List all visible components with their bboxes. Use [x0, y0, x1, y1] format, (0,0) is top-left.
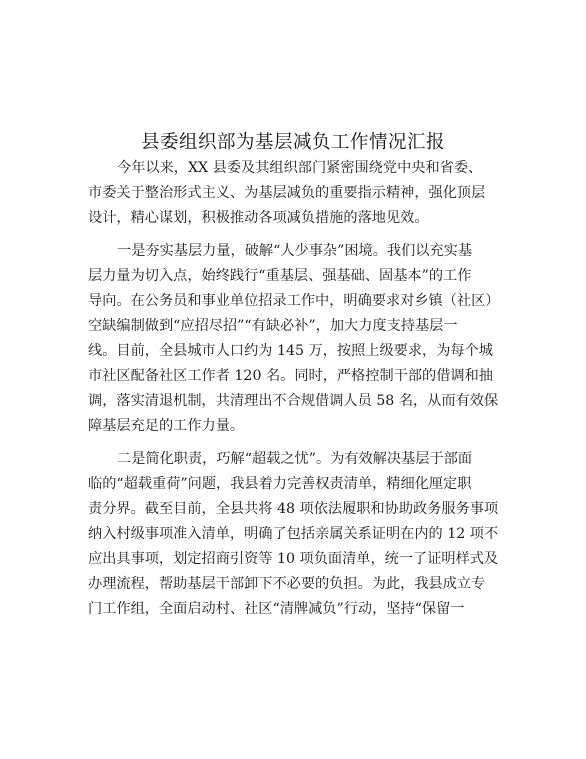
paragraph-3-line-7: 门工作组，全面启动村、社区“清牌减负”行动，坚持“保留一	[88, 601, 465, 617]
paragraph-3-line-3: 责分界。截至目前，全县共将 48 项依法履职和协助政务服务事项	[88, 501, 499, 517]
paragraph-2-line-6: 市社区配备社区工作者 120 名。同时，严格控制干部的借调和抽	[88, 368, 493, 384]
paragraph-1-line-2: 市委关于整治形式主义、为基层减负的重要指示精神，强化顶层	[88, 185, 486, 201]
paragraph-2-line-8: 障基层充足的工作力量。	[88, 418, 245, 434]
document-title: 县委组织部为基层减负工作情况汇报	[140, 132, 445, 153]
paragraph-3-line-5: 应出具事项，划定招商引资等 10 项负面清单，统一了证明样式及	[88, 551, 499, 567]
paragraph-2-line-5: 线。目前，全县城市人口约为 145 万，按照上级要求，为每个城	[88, 343, 493, 359]
paragraph-1-line-1: 今年以来，XX 县委及其组织部门紧密围绕党中央和省委、	[117, 160, 483, 176]
paragraph-3-line-1: 二是简化职责，巧解“超载之忧”。为有效解决基层于部面	[117, 451, 473, 467]
paragraph-2-line-2: 层力量为切入点，始终践行“重基层、强基础、固基本”的工作	[88, 268, 472, 284]
paragraph-3-line-4: 纳入村级事项准入清单，明确了包括亲属关系证明在内的 12 项不	[88, 526, 499, 542]
paragraph-3-line-6: 办理流程，帮助基层干部卸下不必要的负担。为此，我县成立专	[88, 576, 486, 592]
paragraph-2-line-4: 空缺编制做到“应招尽招”“有缺必补”，加大力度支持基层一	[88, 318, 458, 334]
paragraph-1-line-3: 设计，精心谋划，积极推动各项减负措施的落地见效。	[88, 210, 429, 226]
paragraph-2-line-7: 调，落实清退机制，共清理出不合规借调人员 58 名，从而有效保	[88, 393, 499, 409]
paragraph-3-line-2: 临的“超载重荷”问题，我县着力完善权责清单，精细化厘定职	[88, 476, 472, 492]
paragraph-2-line-1: 一是夯实基层力量，破解“人少事杂”困境。我们以充实基	[117, 243, 473, 259]
paragraph-2-line-3: 导向。在公务员和事业单位招录工作中，明确要求对乡镇（社区）	[88, 293, 500, 309]
